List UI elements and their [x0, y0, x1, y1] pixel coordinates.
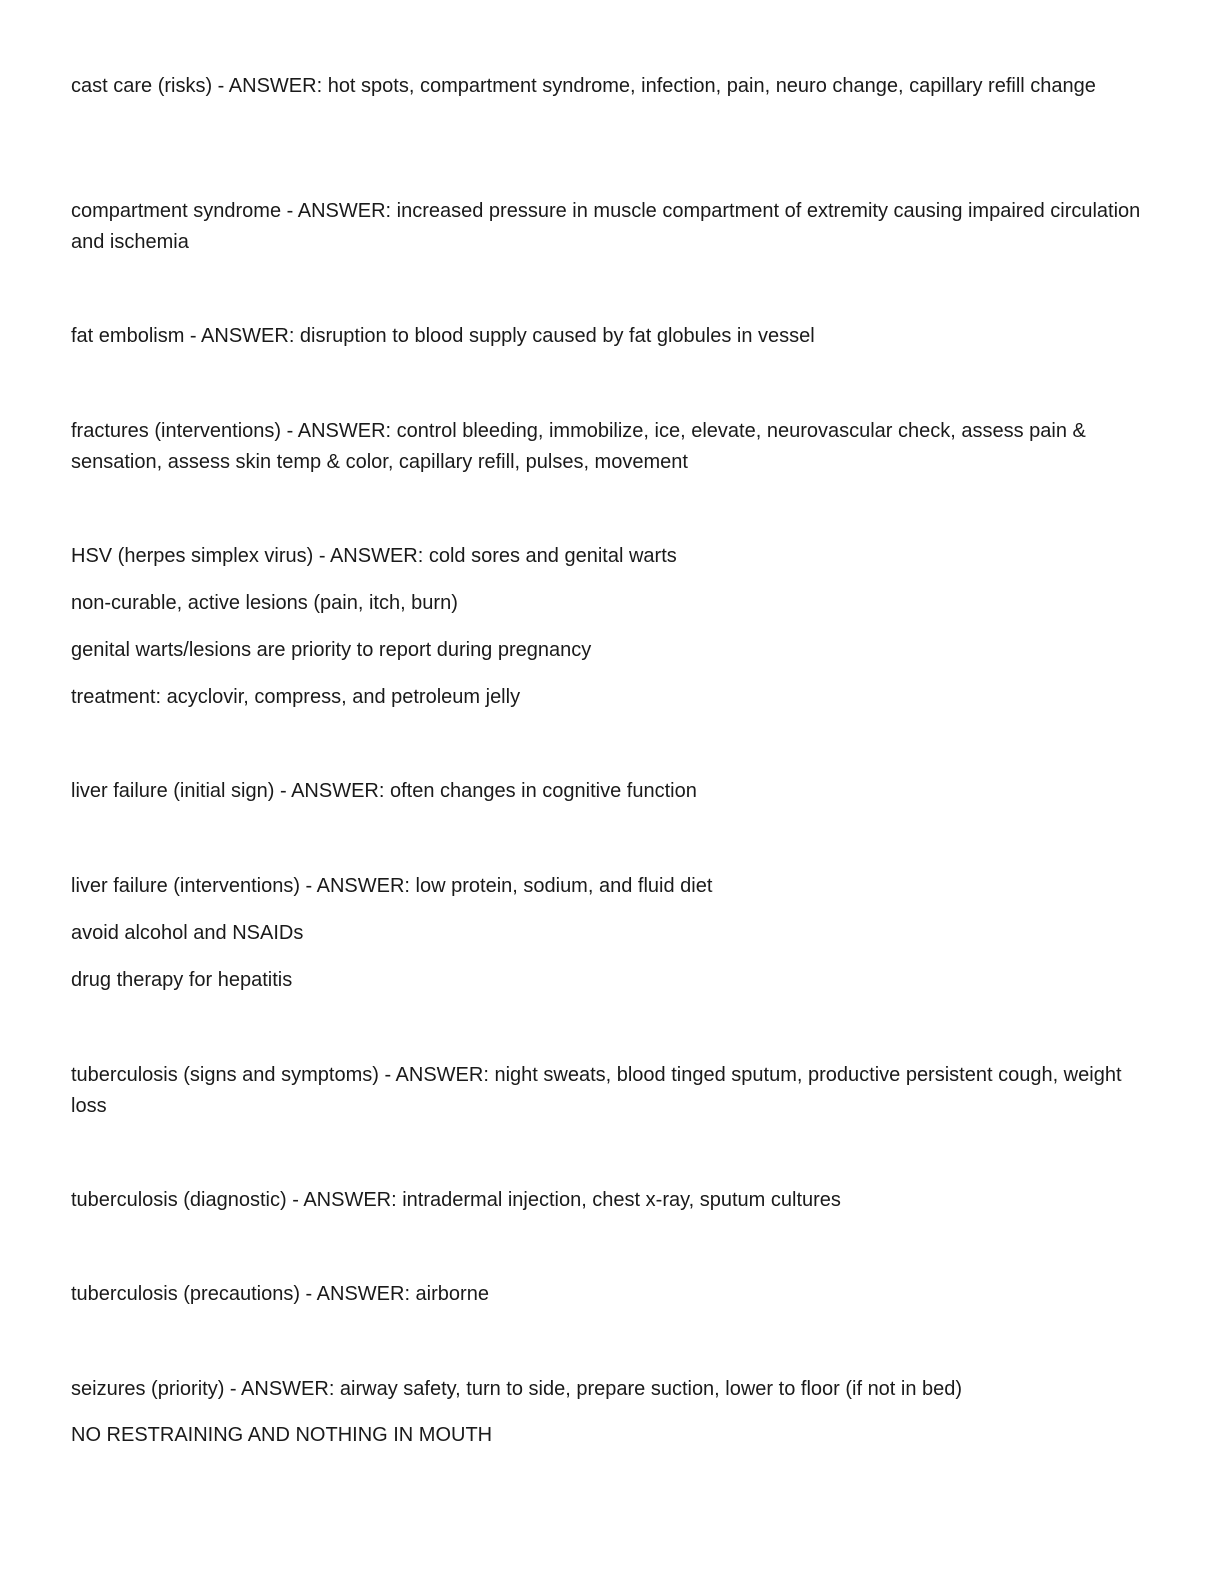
- entry-tuberculosis-precautions: tuberculosis (precautions) - ANSWER: airborne: [71, 1283, 489, 1305]
- entry-fractures-interventions: fractures (interventions) - ANSWER: control bleeding, immobilize, ice, elevate, neurovascular check, assess pain & sensation, assess skin temp & color, capillary refill, pulses, movement: [71, 420, 1086, 473]
- entry-tuberculosis-signs: tuberculosis (signs and symptoms) - ANSWER: night sweats, blood tinged sputum, productive persistent cough, weight loss: [71, 1064, 1122, 1117]
- entry-tuberculosis-diagnostic: tuberculosis (diagnostic) - ANSWER: intradermal injection, chest x-ray, sputum cultures: [71, 1189, 841, 1211]
- entry-hsv: HSV (herpes simplex virus) - ANSWER: cold sores and genital warts: [71, 545, 677, 567]
- entry-hsv-line-3: genital warts/lesions are priority to report during pregnancy: [71, 639, 592, 661]
- entry-liver-failure-initial-sign: liver failure (initial sign) - ANSWER: often changes in cognitive function: [71, 780, 697, 802]
- entry-seizures-priority: seizures (priority) - ANSWER: airway safety, turn to side, prepare suction, lower to floor (if not in bed): [71, 1378, 963, 1400]
- entry-fat-embolism: fat embolism - ANSWER: disruption to blood supply caused by fat globules in vessel: [71, 325, 815, 347]
- entry-compartment-syndrome: compartment syndrome - ANSWER: increased pressure in muscle compartment of extremity causing impaired circulation and ischemia: [71, 200, 1141, 253]
- entry-liver-failure-interventions: liver failure (interventions) - ANSWER: low protein, sodium, and fluid diet: [71, 875, 713, 897]
- entry-cast-care-risks: cast care (risks) - ANSWER: hot spots, compartment syndrome, infection, pain, neuro change, capillary refill change: [71, 75, 1096, 97]
- entry-hsv-line-4: treatment: acyclovir, compress, and petroleum jelly: [71, 686, 521, 708]
- entry-liver-failure-line-2: avoid alcohol and NSAIDs: [71, 922, 304, 944]
- entry-seizures-line-2: NO RESTRAINING AND NOTHING IN MOUTH: [71, 1424, 493, 1446]
- entry-hsv-line-2: non-curable, active lesions (pain, itch, burn): [71, 592, 458, 614]
- entry-liver-failure-line-3: drug therapy for hepatitis: [71, 969, 293, 991]
